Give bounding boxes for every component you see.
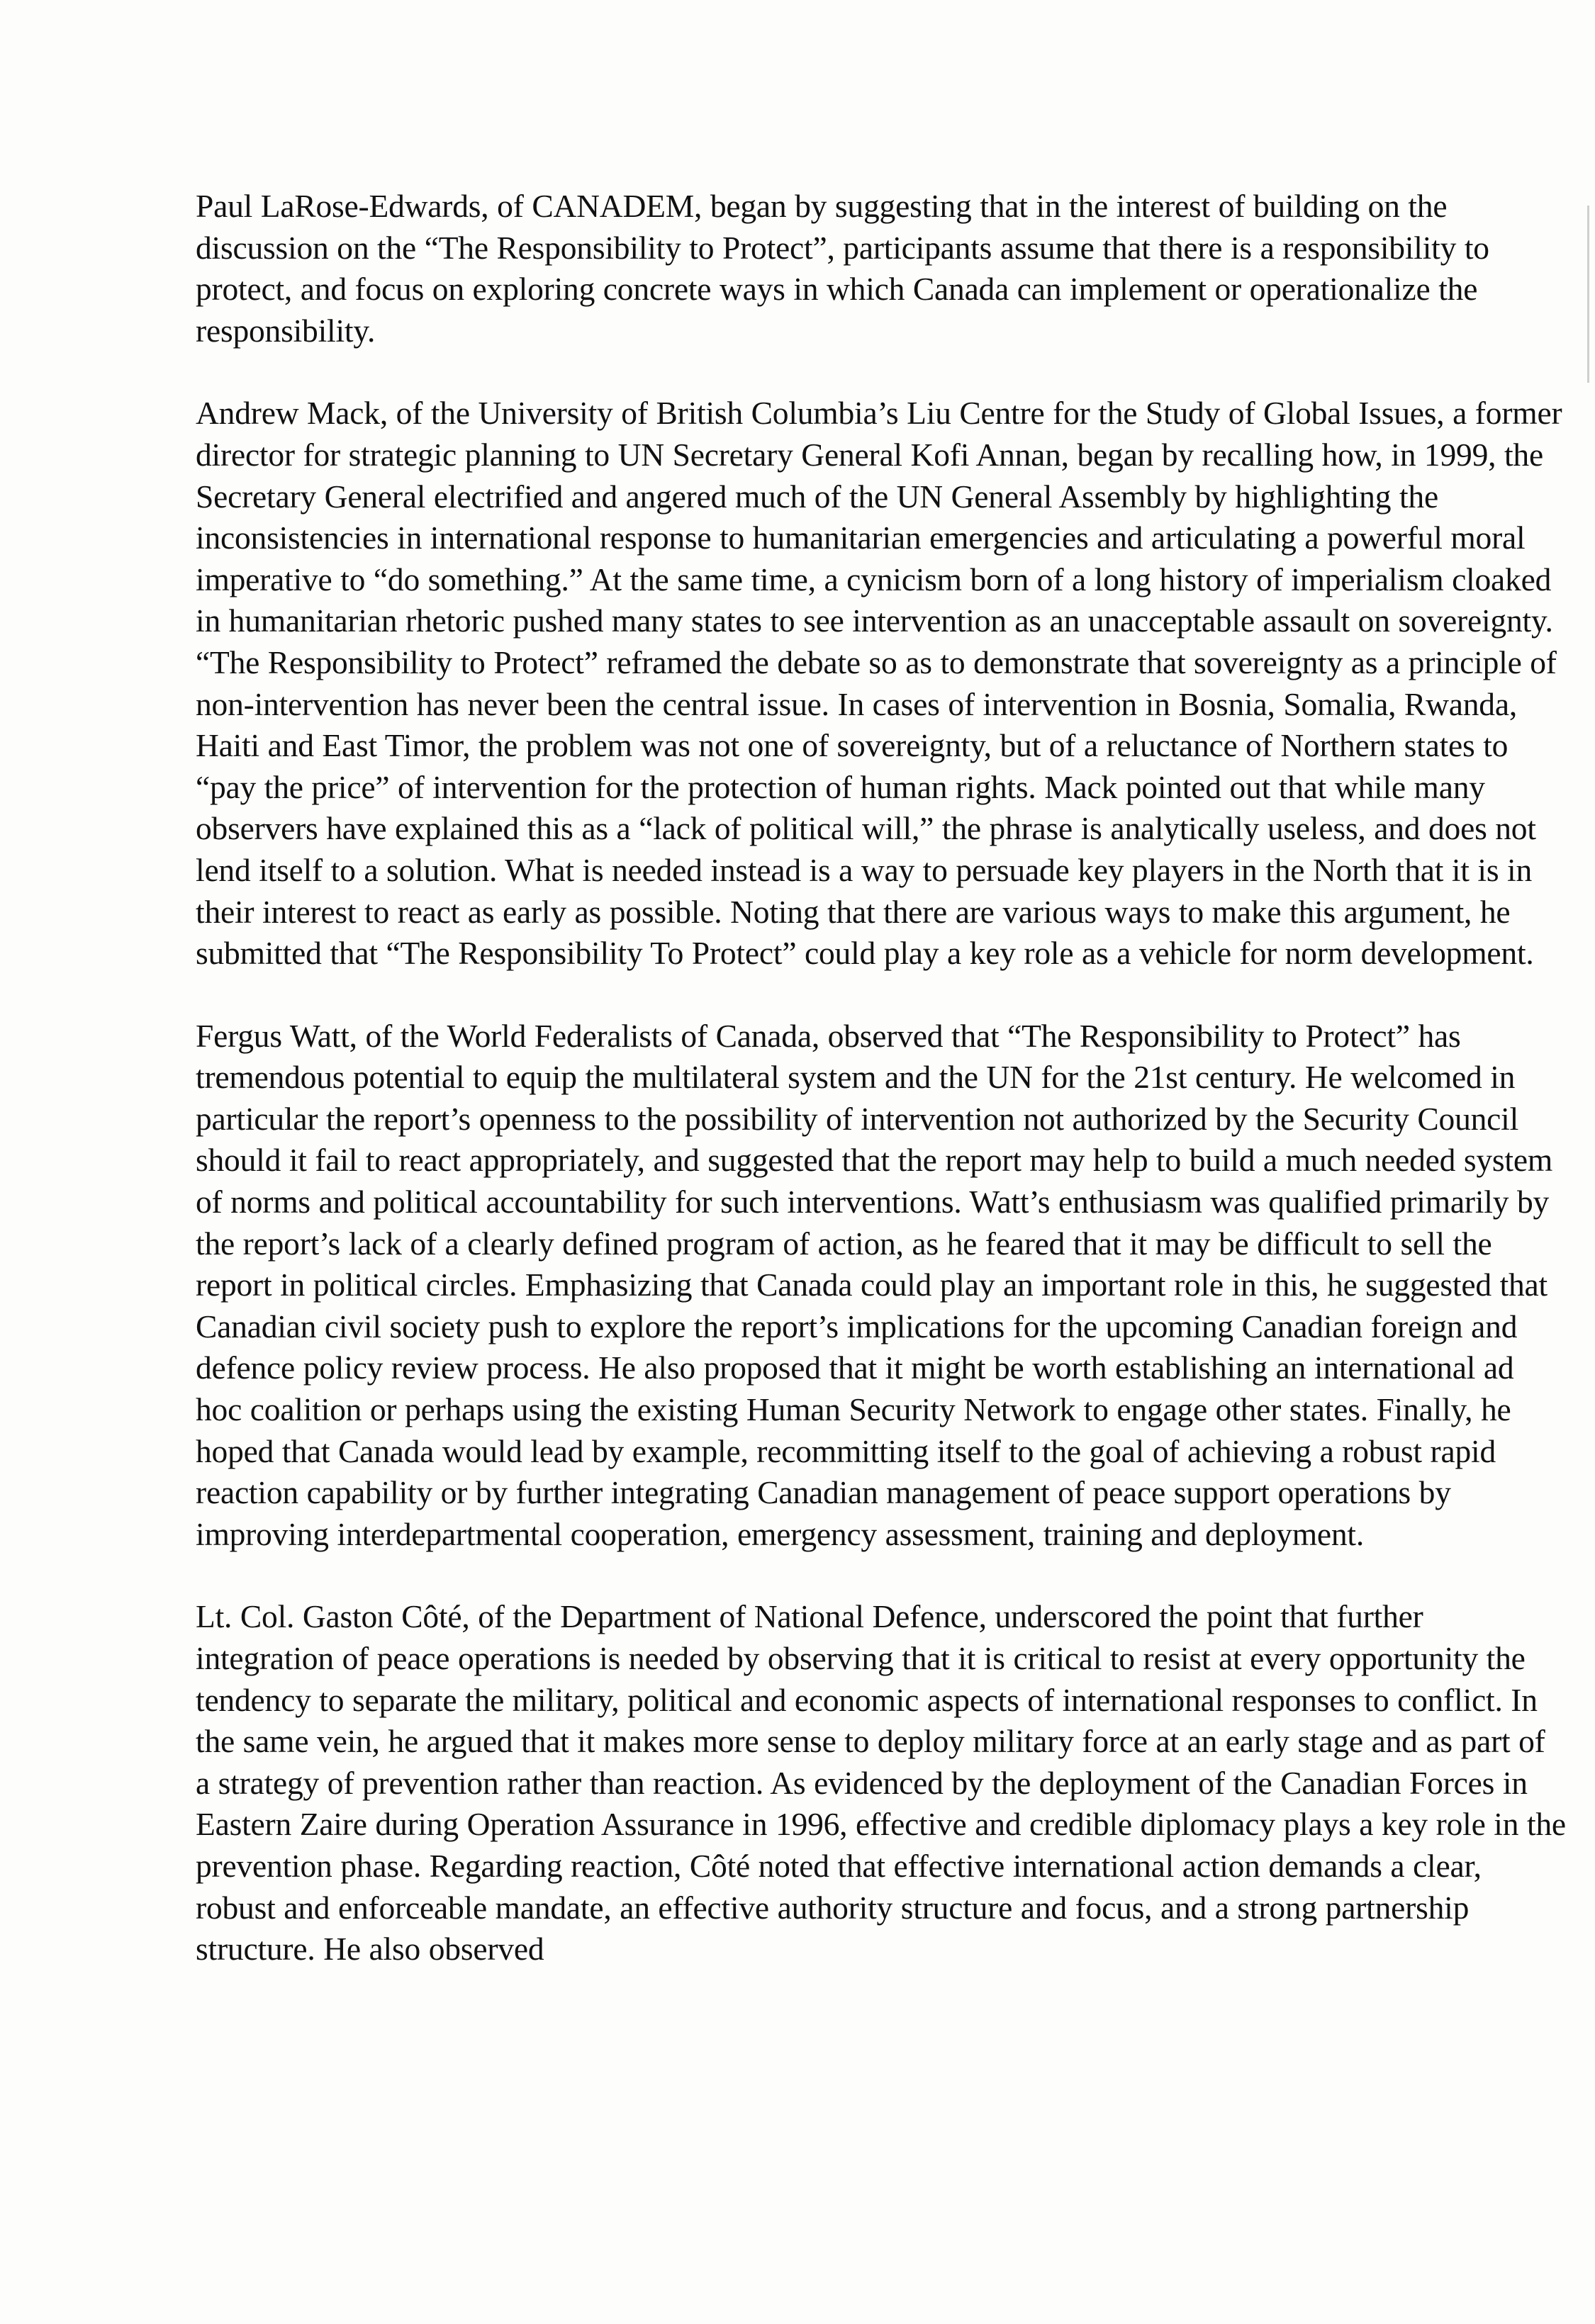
scan-edge-mark [1587,206,1589,383]
paragraph-cote: Lt. Col. Gaston Côté, of the Department of National Defence, underscored the point that further integration of peace operations is needed by observing that it is critical to resist at every opportunity the tendency to separate the military, political and economic aspects of international responses to conflict. In the same vein, he argued that it makes more sense to deploy military force at an early stage and as part of a strategy of prevention rather than reaction. As evidenced by the deployment of the Canadian Forces in Eastern Zaire during Operation Assurance in 1996, effective and credible diplomacy plays a key role in the prevention phase. Regarding reaction, Côté noted that effective international action demands a clear, robust and enforceable mandate, an effective authority structure and focus, and a strong partnership structure. He also observed [196,1598,1566,1967]
paragraph-larose-edwards: Paul LaRose-Edwards, of CANADEM, began by suggesting that in the interest of building on the discussion on the “The Responsibility to Protect”, participants assume that there is a responsibility to protect, and focus on exploring concrete ways in which Canada can implement or operationalize the responsibility. [196,188,1489,349]
document-body [196,186,1567,2011]
paragraph-mack: Andrew Mack, of the University of British Columbia’s Liu Centre for the Study of Global Issues, a former director for strategic planning to UN Secretary General Kofi Annan, began by recalling how, in 1999, the Secretary General electrified and angered much of the UN General Assembly by highlighting the inconsistencies in international response to humanitarian emergencies and articulating a powerful moral imperative to “do something.” At the same time, a cynicism born of a long history of imperialism cloaked in humanitarian rhetoric pushed many states to see intervention as an unacceptable assault on sovereignty. “The Responsibility to Protect” reframed the debate so as to demonstrate that sovereignty as a principle of non-intervention has never been the central issue. In cases of intervention in Bosnia, Somalia, Rwanda, Haiti and East Timor, the problem was not one of sovereignty, but of a reluctance of Northern states to “pay the price” of intervention for the protection of human rights. Mack pointed out that while many observers have explained this as a “lack of political will,” the phrase is analytically useless, and does not lend itself to a solution. What is needed instead is a way to persuade key players in the North that it is in their interest to react as early as possible. Noting that there are various ways to make this argument, he submitted that “The Responsibility To Protect” could play a key role as a vehicle for norm development. [196,395,1562,972]
paragraph-watt: Fergus Watt, of the World Federalists of Canada, observed that “The Responsibility to Protect” has tremendous potential to equip the multilateral system and the UN for the 21st century. He welcomed in particular the report’s openness to the possibility of intervention not authorized by the Security Council should it fail to react appropriately, and suggested that the report may help to build a much needed system of norms and political accountability for such interventions. Watt’s enthusiasm was qualified primarily by the report’s lack of a clearly defined program of action, as he feared that it may be difficult to sell the report in political circles. Emphasizing that Canada could play an important role in this, he suggested that Canadian civil society push to explore the report’s implications for the upcoming Canadian foreign and defence policy review process. He also proposed that it might be worth establishing an international ad hoc coalition or perhaps using the existing Human Security Network to engage other states. Finally, he hoped that Canada would lead by example, recommitting itself to the goal of achieving a robust rapid reaction capability or by further integrating Canadian management of peace support operations by improving interdepartmental cooperation, emergency assessment, training and deployment. [196,1017,1553,1552]
